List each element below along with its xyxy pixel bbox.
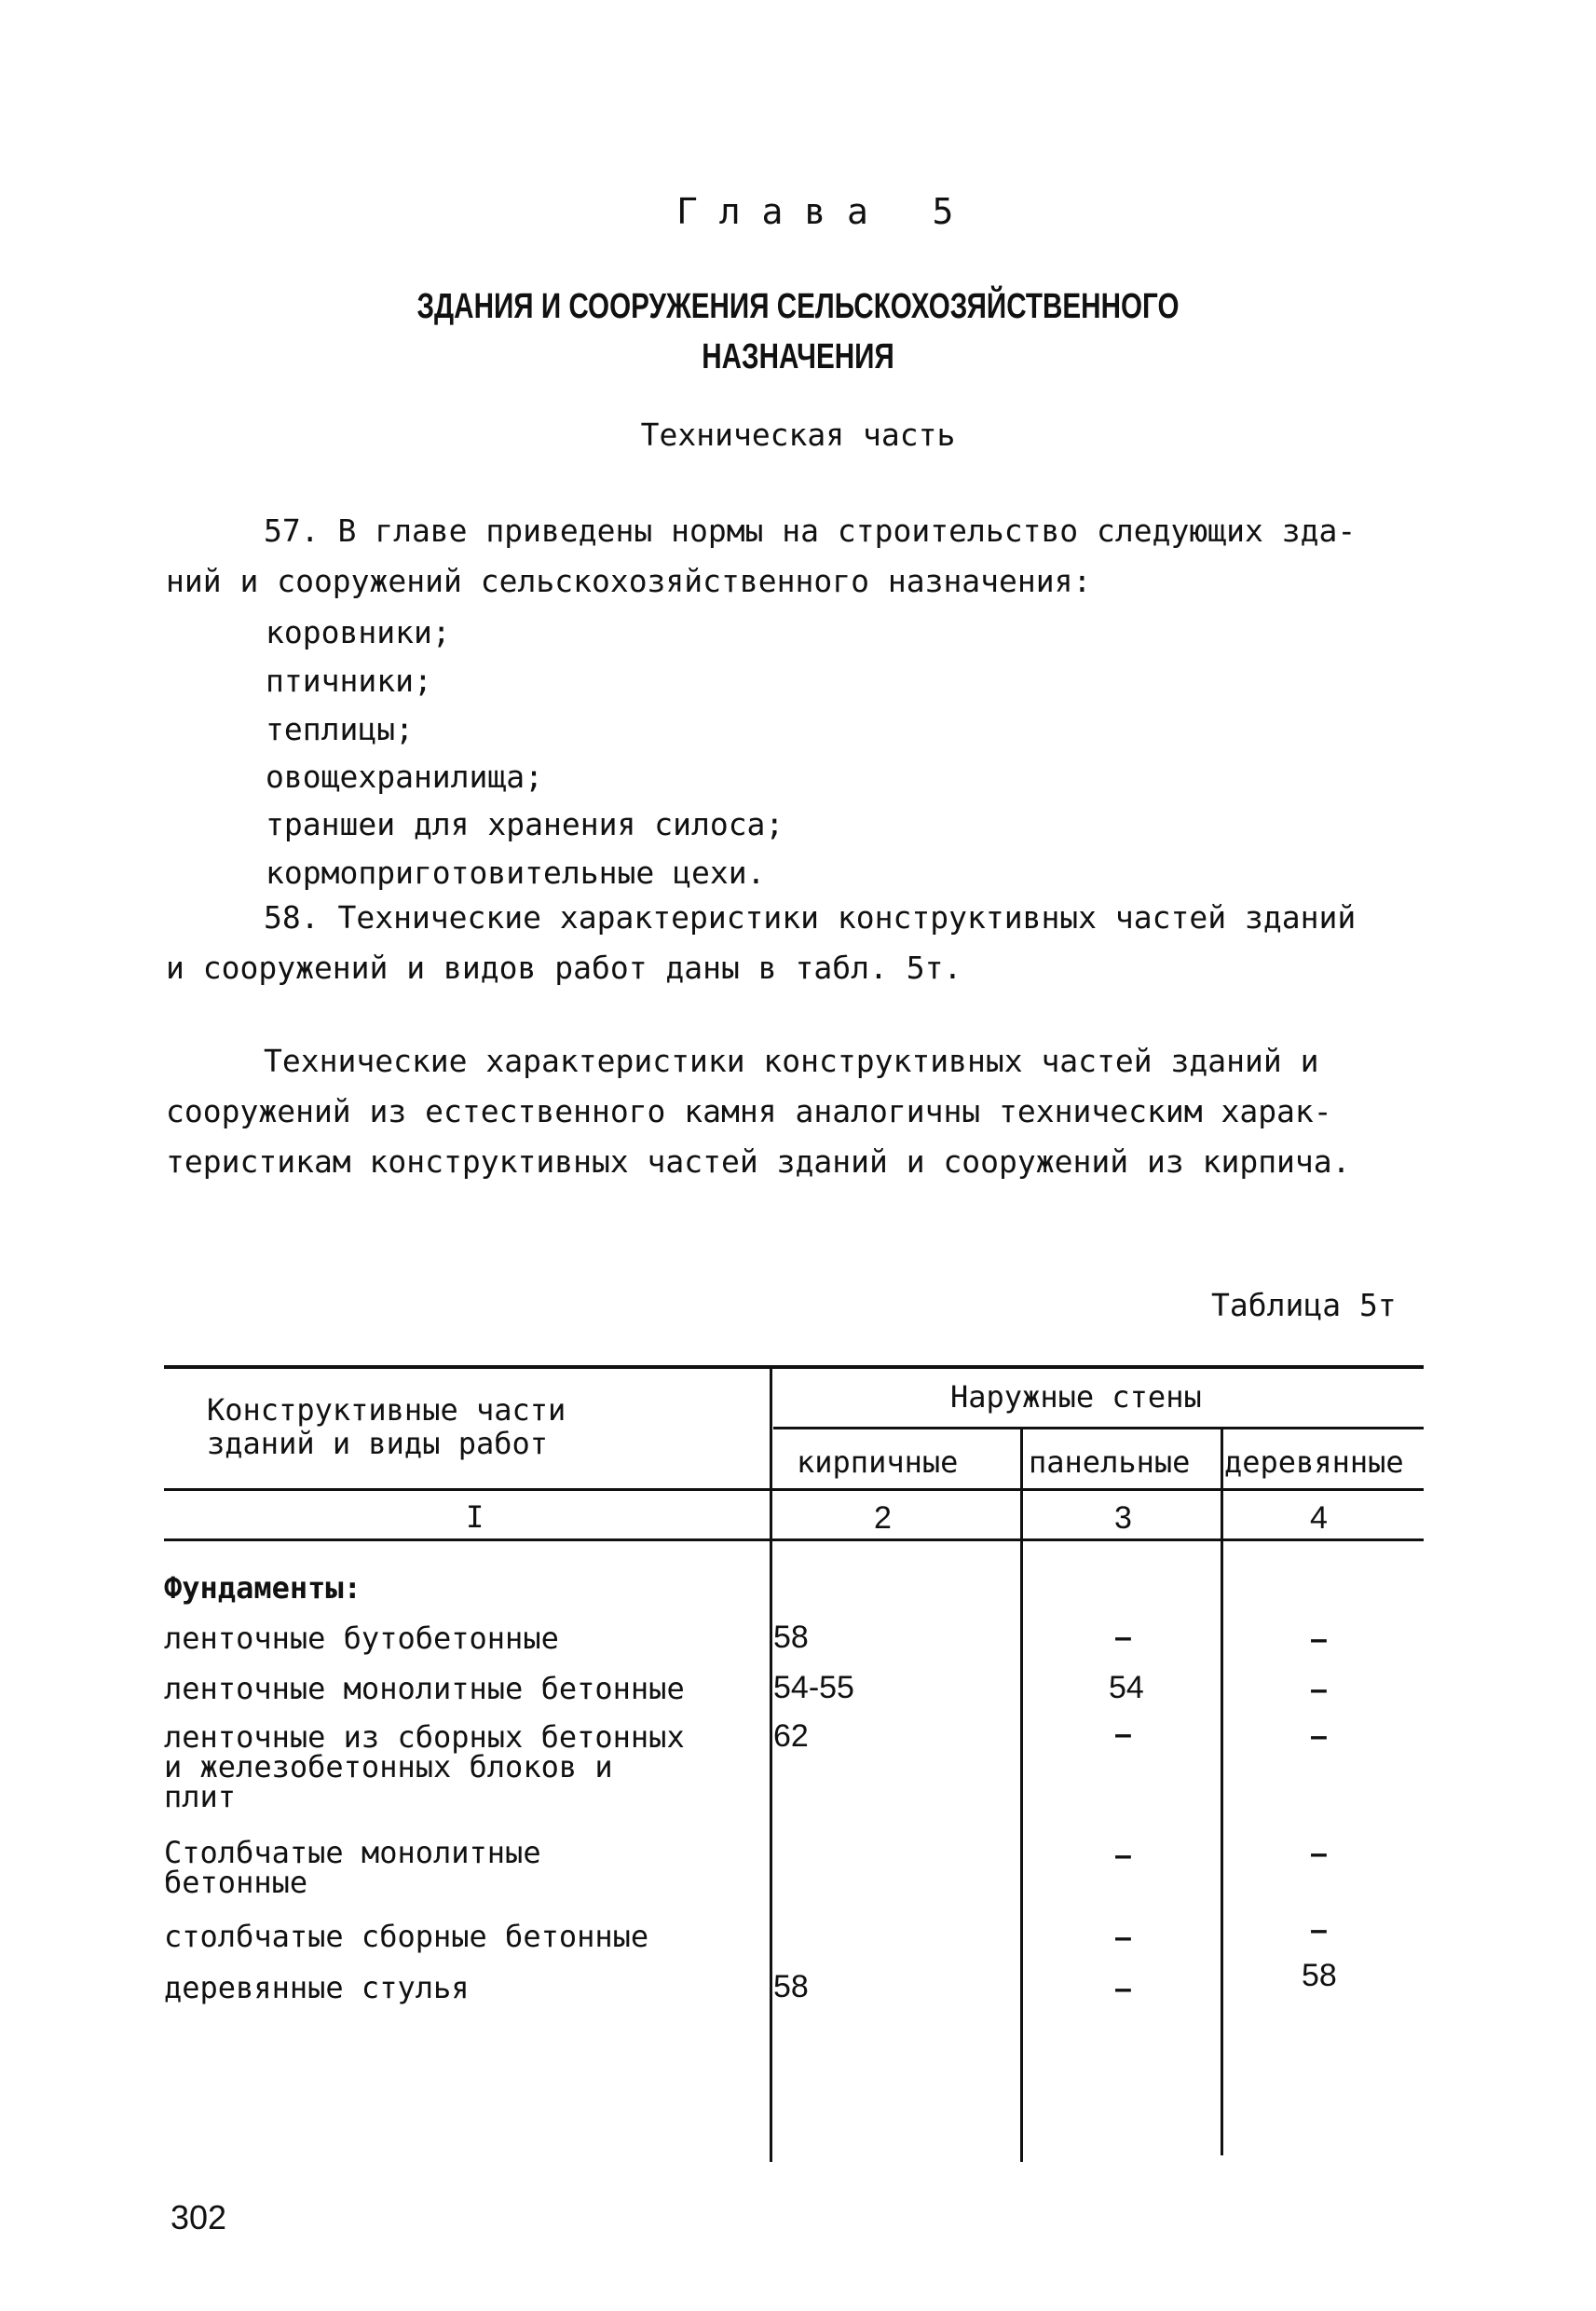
cell-col4: 58 xyxy=(1302,1958,1337,1993)
cell-col3: 54 xyxy=(1109,1670,1144,1705)
header-col1-line-1: Конструктивные части xyxy=(207,1392,566,1428)
cell-col4: – xyxy=(1310,1672,1328,1707)
cell-col4: – xyxy=(1310,1912,1328,1948)
row-label: столбчатые сборные бетонные xyxy=(164,1919,649,1954)
header-group: Наружные стены xyxy=(950,1379,1202,1415)
section-subtitle: Техническая часть xyxy=(640,417,956,453)
header-col2: кирпичные xyxy=(797,1444,959,1480)
header-col4: деревянные xyxy=(1224,1444,1404,1480)
header-group-rule xyxy=(773,1427,1424,1429)
para57-line-1: 57. В главе приведены нормы на строительство следующих зда- xyxy=(264,513,1357,549)
section-label: Фундаменты: xyxy=(164,1570,361,1606)
column-number-1: I xyxy=(466,1499,484,1535)
column-divider xyxy=(1221,1429,1223,2155)
row-label: Столбчатые монолитные xyxy=(164,1835,541,1870)
row-label: ленточные бутобетонные xyxy=(164,1620,559,1656)
row-label: и железобетонных блоков и xyxy=(164,1749,613,1785)
chapter-title-line-2: НАЗНАЧЕНИЯ xyxy=(702,337,894,376)
cell-col4: – xyxy=(1310,1836,1328,1871)
header-col1-line-2: зданий и виды работ xyxy=(207,1426,549,1461)
cell-col4: – xyxy=(1310,1718,1328,1754)
cell-col4: – xyxy=(1310,1621,1328,1657)
cell-col3: – xyxy=(1114,1620,1132,1655)
list-item: кормоприготовительные цехи. xyxy=(266,855,766,891)
list-item: теплицы; xyxy=(266,711,414,747)
note-line-2: сооружений из естественного камня аналогичны техническим харак- xyxy=(166,1093,1332,1129)
para58-line-1: 58. Технические характеристики конструктивных частей зданий xyxy=(264,899,1357,936)
cell-col2: 58 xyxy=(773,1620,809,1655)
header-col3: панельные xyxy=(1029,1444,1191,1480)
cell-col2: 58 xyxy=(773,1969,809,2004)
row-label: плит xyxy=(164,1779,237,1814)
para58-line-2: и сооружений и видов работ даны в табл. 5т. xyxy=(166,950,962,986)
table-label: Таблица 5т xyxy=(1211,1287,1397,1323)
note-line-3: теристикам конструктивных частей зданий и сооружений из кирпича. xyxy=(166,1143,1351,1180)
page-number: 302 xyxy=(171,2198,227,2236)
cell-col3: – xyxy=(1114,1838,1132,1873)
para57-line-2: ний и сооружений сельскохозяйственного назначения: xyxy=(166,563,1092,599)
cell-col3: – xyxy=(1114,1716,1132,1752)
cell-col3: – xyxy=(1114,1971,1132,2006)
header-bottom-rule xyxy=(164,1488,1424,1491)
row-label: ленточные из сборных бетонных xyxy=(164,1719,685,1755)
list-item: овощехранилища; xyxy=(266,759,544,795)
list-item: траншеи для хранения силоса; xyxy=(266,806,784,842)
column-divider xyxy=(770,1365,772,2162)
row-label: ленточные монолитные бетонные xyxy=(164,1671,685,1706)
column-numbers-rule xyxy=(164,1538,1424,1541)
column-number-4: 4 xyxy=(1310,1500,1328,1536)
cell-col3: – xyxy=(1114,1920,1132,1955)
column-number-3: 3 xyxy=(1114,1500,1132,1536)
list-item: коровники; xyxy=(266,614,451,650)
row-label: бетонные xyxy=(164,1865,308,1900)
column-number-2: 2 xyxy=(874,1500,892,1536)
cell-col2: 54-55 xyxy=(773,1670,854,1705)
cell-col2: 62 xyxy=(773,1718,809,1754)
note-line-1: Технические характеристики конструктивных частей зданий и xyxy=(264,1043,1319,1079)
chapter-title-line-1: ЗДАНИЯ И СООРУЖЕНИЯ СЕЛЬСКОХОЗЯЙСТВЕННОГО xyxy=(416,287,1180,326)
row-label: деревянные стулья xyxy=(164,1970,470,2005)
list-item: птичники; xyxy=(266,663,432,699)
chapter-heading: Г л а в а 5 xyxy=(676,191,954,232)
table-top-rule xyxy=(164,1365,1424,1369)
column-divider xyxy=(1020,1429,1023,2162)
